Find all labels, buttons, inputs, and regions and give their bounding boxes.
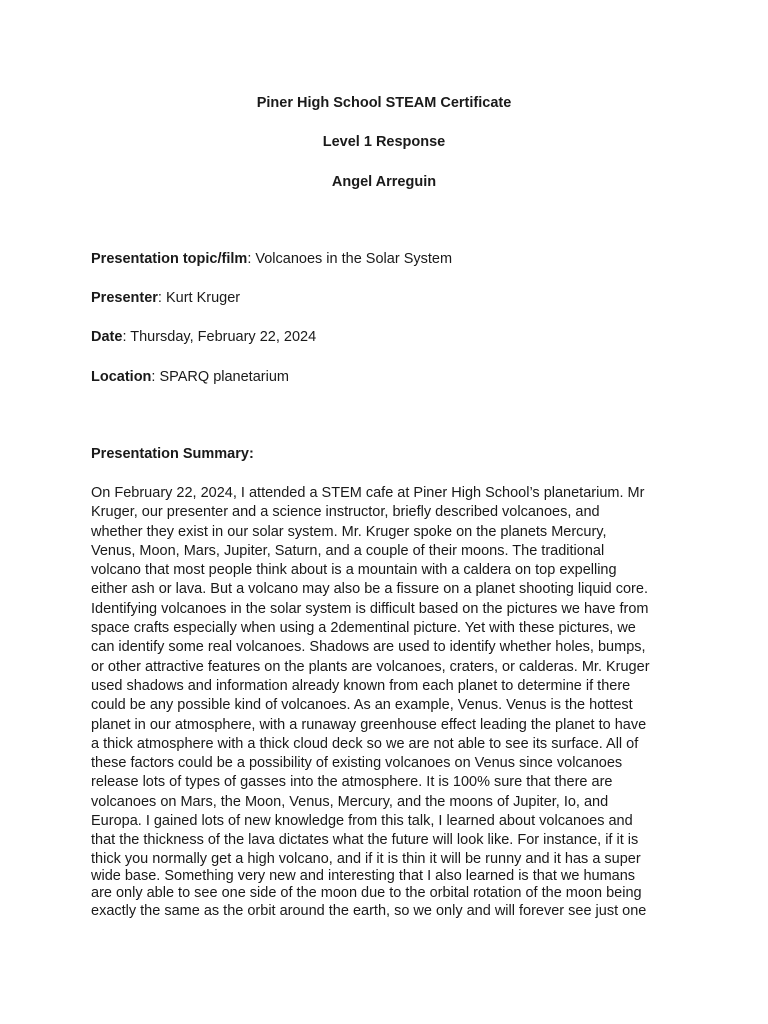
level-heading: Level 1 Response [322, 134, 446, 150]
summary-heading: Presentation Summary: [91, 446, 254, 462]
date-value: : Thursday, February 22, 2024 [122, 329, 317, 345]
summary-line: these factors could be a possibility of existing volcanoes on Venus since volcanoes [91, 755, 623, 772]
summary-line: exactly the same as the orbit around the earth, so we only and will forever see just one [91, 902, 647, 919]
summary-line: planet in our atmosphere, with a runaway greenhouse effect leading the planet to have [91, 716, 647, 733]
summary-line: volcano that most people think about is a mountain with a caldera on top expelling [91, 562, 617, 579]
summary-line: thick you normally get a high volcano, and if it is thin it will be runny and it has a super [91, 850, 641, 867]
summary-line: release lots of types of gasses into the atmosphere. It is 100% sure that there are [91, 774, 613, 791]
summary-line: whether they exist in our solar system. Mr. Kruger spoke on the planets Mercury, [91, 523, 607, 540]
summary-line: either ash or lava. But a volcano may also be a fissure on a planet shooting liquid core. [91, 581, 648, 598]
summary-line: wide base. Something very new and interesting that I also learned is that we humans [91, 868, 636, 885]
location-field [91, 368, 289, 386]
summary-line: space crafts especially when using a 2dementinal picture. Yet with these pictures, we [91, 620, 636, 637]
summary-line: used shadows and information already known from each planet to determine if there [91, 677, 631, 694]
summary-line: volcanoes on Mars, the Moon, Venus, Mercury, and the moons of Jupiter, Io, and [91, 793, 609, 810]
topic-value: : Volcanoes in the Solar System [247, 251, 453, 267]
summary-line: Kruger, our presenter and a science instructor, briefly described volcanoes, and [91, 504, 600, 521]
summary-line: are only able to see one side of the moon due to the orbital rotation of the moon being [91, 885, 642, 902]
topic-label: Presentation topic/film [91, 251, 248, 267]
topic-field [91, 250, 452, 268]
summary-line: or other attractive features on the plants are volcanoes, craters, or calderas. Mr. Kruger [91, 658, 650, 675]
presenter-value: : Kurt Kruger [157, 290, 241, 306]
summary-line: can identify some real volcanoes. Shadows are used to identify whether holes, bumps, [91, 639, 646, 656]
certificate-title: Piner High School STEAM Certificate [256, 95, 512, 111]
summary-line: Identifying volcanoes in the solar system is difficult based on the pictures we have from [91, 600, 649, 617]
summary-line: On February 22, 2024, I attended a STEM cafe at Piner High School’s planetarium. Mr [91, 485, 645, 501]
summary-line: that the thickness of the lava dictates what the future will look like. For instance, if it is [91, 832, 639, 849]
summary-line: Europa. I gained lots of new knowledge from this talk, I learned about volcanoes and [91, 813, 633, 830]
summary-line: could be any possible kind of volcanoes. As an example, Venus. Venus is the hottest [91, 697, 633, 714]
presenter-field [91, 289, 240, 307]
presenter-label: Presenter [91, 290, 158, 306]
summary-line: a thick atmosphere with a thick cloud deck so we are not able to see its surface. All of [91, 735, 639, 752]
date-field [91, 328, 316, 346]
author-name: Angel Arreguin [331, 174, 437, 190]
summary-body [91, 484, 691, 920]
location-label: Location [91, 369, 152, 385]
summary-line: Venus, Moon, Mars, Jupiter, Saturn, and a couple of their moons. The traditional [91, 542, 605, 559]
date-label: Date [91, 329, 123, 345]
location-value: : SPARQ planetarium [151, 369, 289, 385]
